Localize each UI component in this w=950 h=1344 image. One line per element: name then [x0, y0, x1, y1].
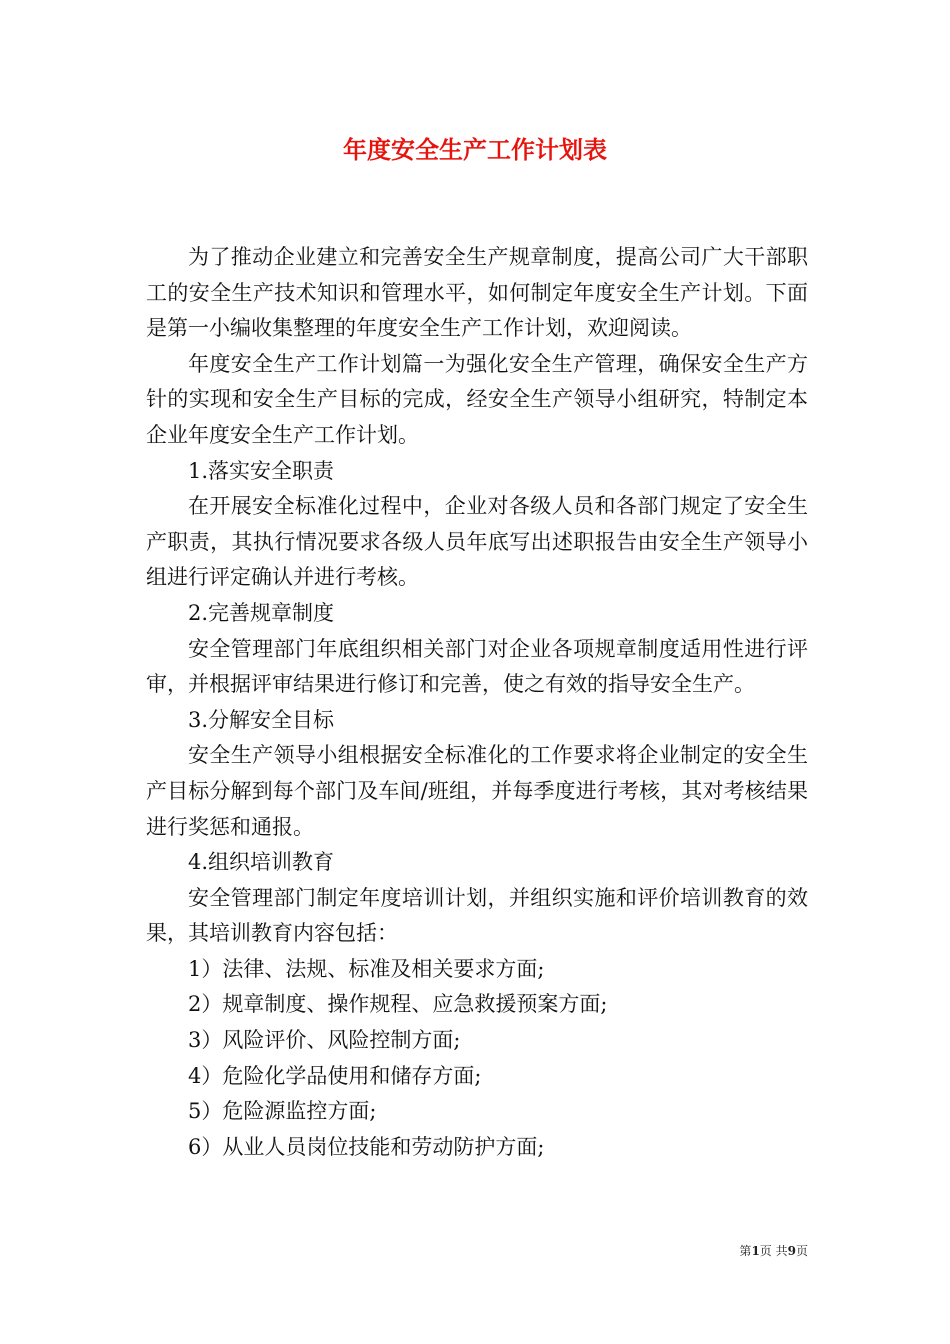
paragraph-intro: 为了推动企业建立和完善安全生产规章制度，提高公司广大干部职工的安全生产技术知识和管理水平，如何制定年度安全生产计划。下面是第一小编收集整理的年度安全生产工作计划，欢迎阅读。 [146, 245, 808, 341]
document-title: 年度安全生产工作计划表 [343, 136, 607, 164]
list-item: 4）危险化学品使用和储存方面; [188, 1063, 482, 1088]
paragraph-section-1: 在开展安全标准化过程中，企业对各级人员和各部门规定了安全生产职责，其执行情况要求各级人员年底写出述职报告由安全生产领导小组进行评定确认并进行考核。 [146, 494, 808, 590]
footer-middle: 页 共 [759, 1244, 788, 1258]
footer-prefix: 第 [739, 1244, 752, 1258]
list-item: 5）危险源监控方面; [188, 1099, 377, 1124]
section-heading-3: 3.分解安全目标 [188, 707, 335, 732]
paragraph-section-4: 安全管理部门制定年度培训计划，并组织实施和评价培训教育的效果，其培训教育内容包括： [146, 885, 808, 946]
list-item: 2）规章制度、操作规程、应急救援预案方面; [188, 992, 608, 1017]
paragraph-section-2: 安全管理部门年底组织相关部门对企业各项规章制度适用性进行评审，并根据评审结果进行修订和完善，使之有效的指导安全生产。 [146, 636, 808, 697]
footer-suffix: 页 [795, 1244, 808, 1258]
page-footer [700, 1243, 808, 1259]
total-page-number: 9 [787, 1244, 796, 1258]
section-heading-4: 4.组织培训教育 [188, 850, 335, 875]
paragraph-section-3: 安全生产领导小组根据安全标准化的工作要求将企业制定的安全生产目标分解到每个部门及车间/班组，并每季度进行考核，其对考核结果进行奖惩和通报。 [146, 743, 808, 839]
document-body [146, 240, 808, 1165]
section-heading-1: 1.落实安全职责 [188, 458, 335, 483]
section-heading-2: 2.完善规章制度 [188, 600, 335, 625]
current-page-number: 1 [751, 1244, 760, 1258]
list-item: 1）法律、法规、标准及相关要求方面; [188, 956, 545, 981]
paragraph-plan-intro: 年度安全生产工作计划篇一为强化安全生产管理，确保安全生产方针的实现和安全生产目标的完成，经安全生产领导小组研究，特制定本企业年度安全生产工作计划。 [146, 351, 808, 447]
list-item: 6）从业人员岗位技能和劳动防护方面; [188, 1134, 545, 1159]
list-item: 3）风险评价、风险控制方面; [188, 1028, 461, 1053]
